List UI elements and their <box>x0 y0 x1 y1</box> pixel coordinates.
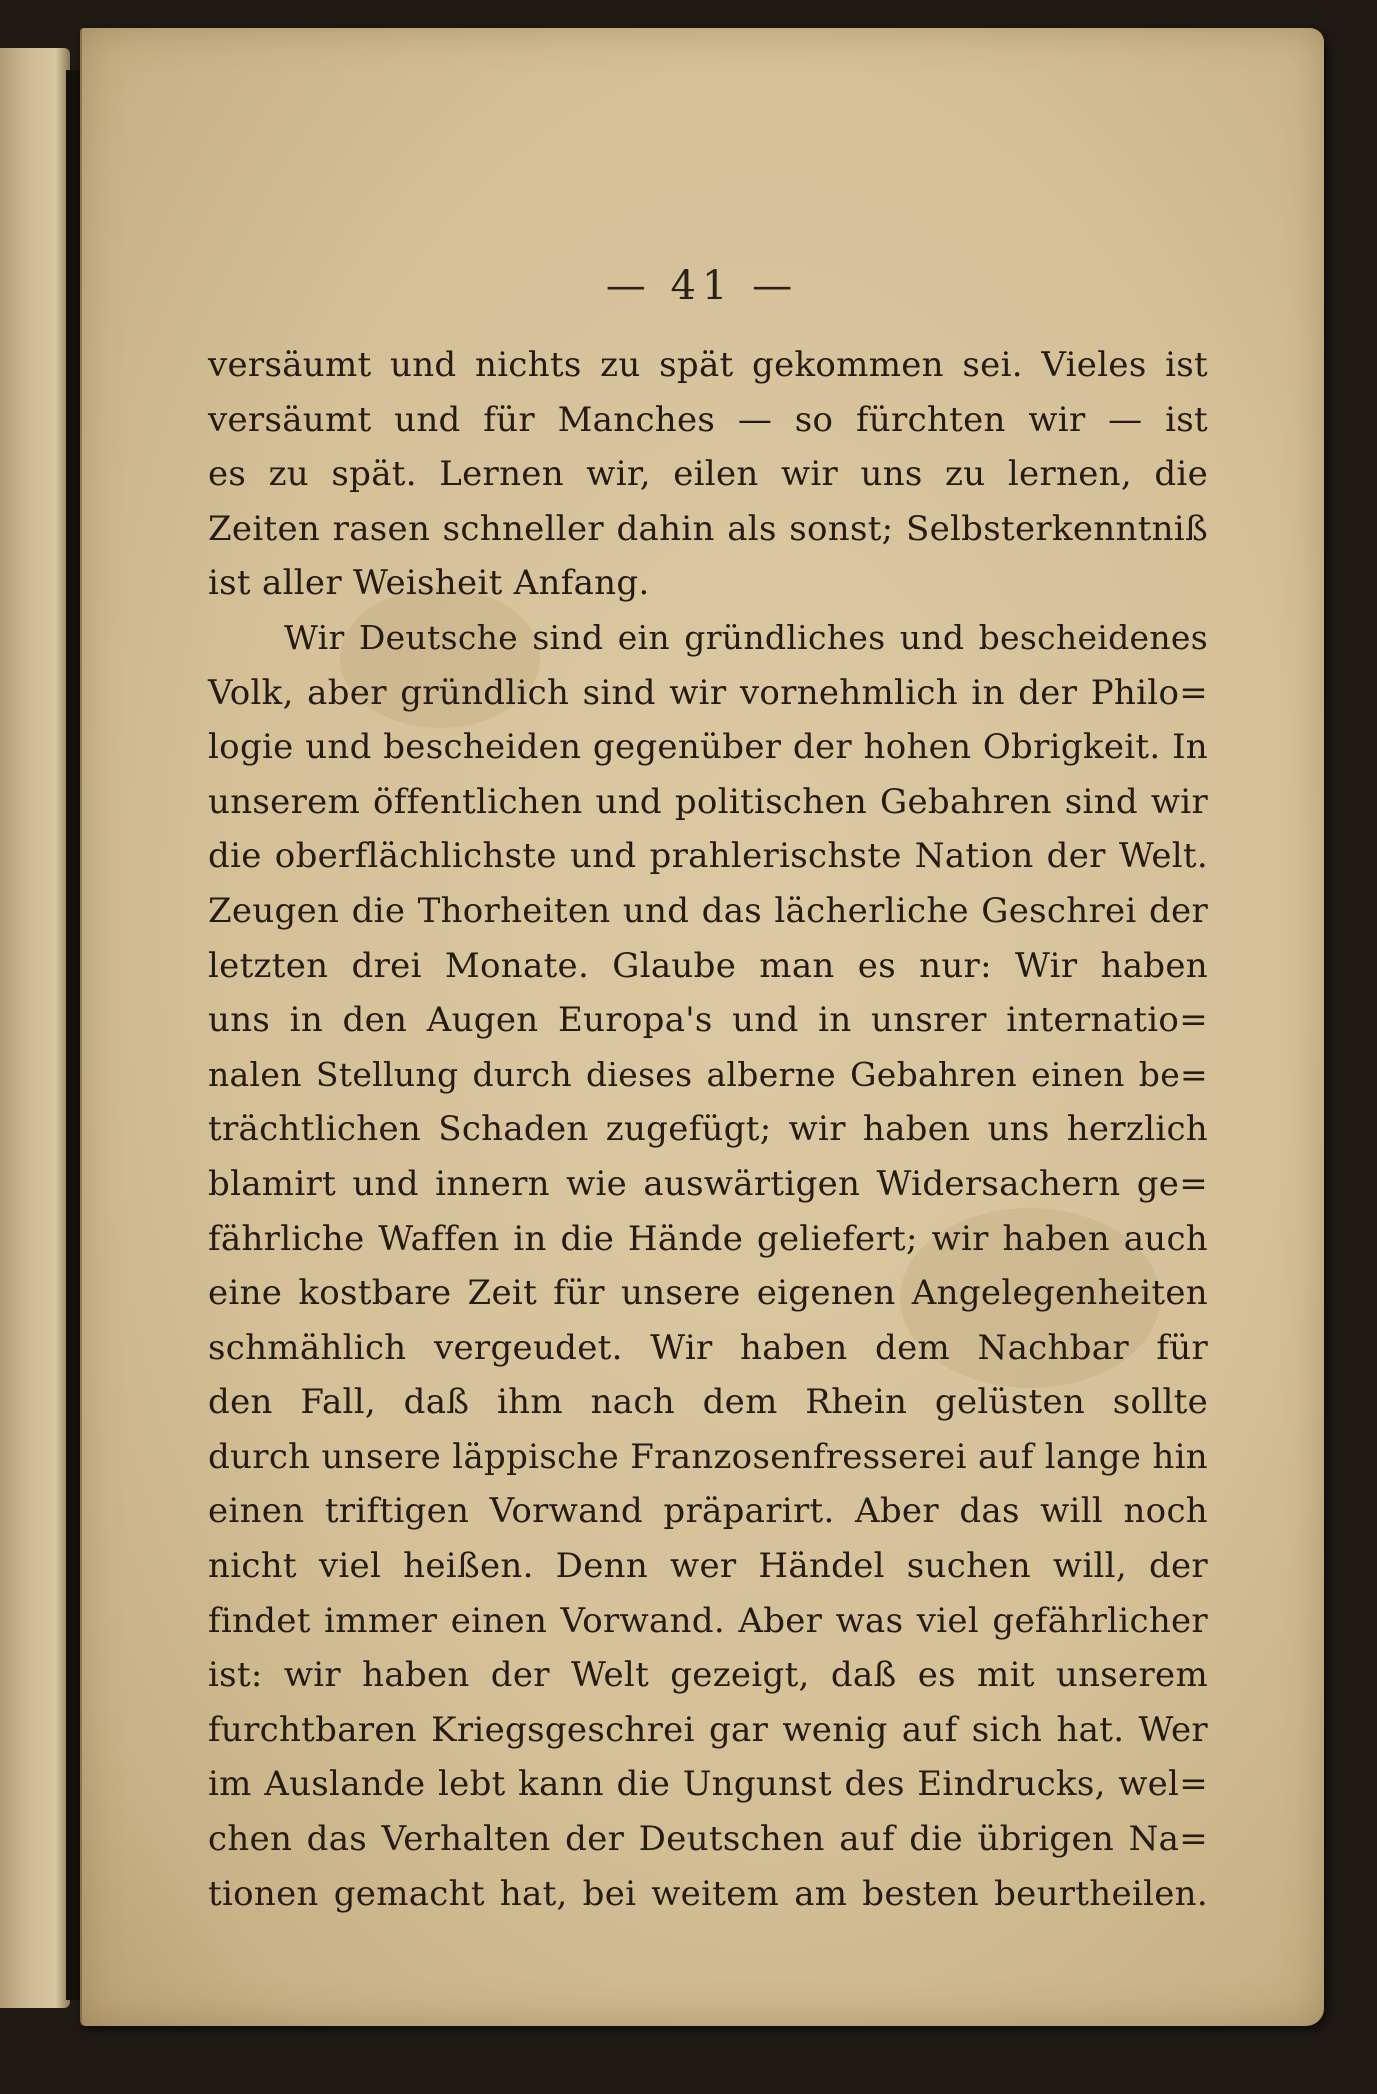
text-line: schmählich vergeudet. Wir haben dem Nachbar für <box>208 1327 1208 1368</box>
text-line: Zeiten rasen schneller dahin als sonst; Selbsterkenntniß <box>208 508 1208 549</box>
text-line: ist aller Weisheit Anfang. <box>208 563 650 604</box>
text-line: ist: wir haben der Welt gezeigt, daß es mit unserem <box>208 1655 1208 1696</box>
text-line: die oberflächlichste und prahlerischste Nation der Welt. <box>208 836 1208 877</box>
text-line: trächtlichen Schaden zugefügt; wir haben uns herzlich <box>208 1109 1208 1150</box>
text-line: den Fall, daß ihm nach dem Rhein gelüsten sollte <box>208 1382 1208 1423</box>
text-line: furchtbaren Kriegsgeschrei gar wenig auf sich hat. Wer <box>208 1709 1208 1750</box>
text-line: findet immer einen Vorwand. Aber was viel gefährlicher <box>208 1600 1208 1641</box>
text-line: Wir Deutsche sind ein gründliches und bescheidenes <box>284 617 1208 657</box>
facing-page-edge <box>0 48 70 2008</box>
text-line: fährliche Waffen in die Hände geliefert; wir haben auch <box>208 1218 1208 1259</box>
text-line: im Auslande lebt kann die Ungunst des Eindrucks, wel= <box>208 1764 1208 1805</box>
text-line: eine kostbare Zeit für unsere eigenen Angelegenheiten <box>208 1273 1208 1314</box>
text-line: chen das Verhalten der Deutschen auf die übrigen Na= <box>208 1819 1208 1860</box>
text-line: letzten drei Monate. Glaube man es nur: Wir haben <box>208 945 1208 986</box>
text-line: Zeugen die Thorheiten und das lächerliche Geschrei der <box>208 890 1208 931</box>
text-line: durch unsere läppische Franzosenfresserei auf lange hin <box>208 1436 1208 1477</box>
text-line: blamirt und innern wie auswärtigen Widersachern ge= <box>208 1163 1208 1204</box>
text-line: einen triftigen Vorwand präparirt. Aber das will noch <box>208 1491 1208 1532</box>
text-line: es zu spät. Lernen wir, eilen wir uns zu lernen, die <box>208 454 1208 495</box>
body-text <box>208 338 1208 1921</box>
text-line: uns in den Augen Europa's und in unsrer internatio= <box>208 1000 1208 1041</box>
text-line: Volk, aber gründlich sind wir vornehmlich in der Philo= <box>208 672 1208 713</box>
text-line: tionen gemacht hat, bei weitem am besten beurtheilen. <box>208 1873 1208 1914</box>
text-line: versäumt und nichts zu spät gekommen sei. Vieles ist <box>208 345 1208 385</box>
text-line: nalen Stellung durch dieses alberne Gebahren einen be= <box>208 1054 1208 1094</box>
text-line: unserem öffentlichen und politischen Gebahren sind wir <box>208 781 1208 822</box>
book-page <box>80 28 1324 2026</box>
text-line: nicht viel heißen. Denn wer Händel suchen will, der <box>208 1546 1208 1587</box>
page-fold-line <box>80 28 82 2026</box>
text-line: versäumt und für Manches — so fürchten wir — ist <box>208 399 1208 440</box>
text-line: logie und bescheiden gegenüber der hohen Obrigkeit. In <box>208 727 1208 768</box>
page-number: — 41 — <box>605 263 799 309</box>
